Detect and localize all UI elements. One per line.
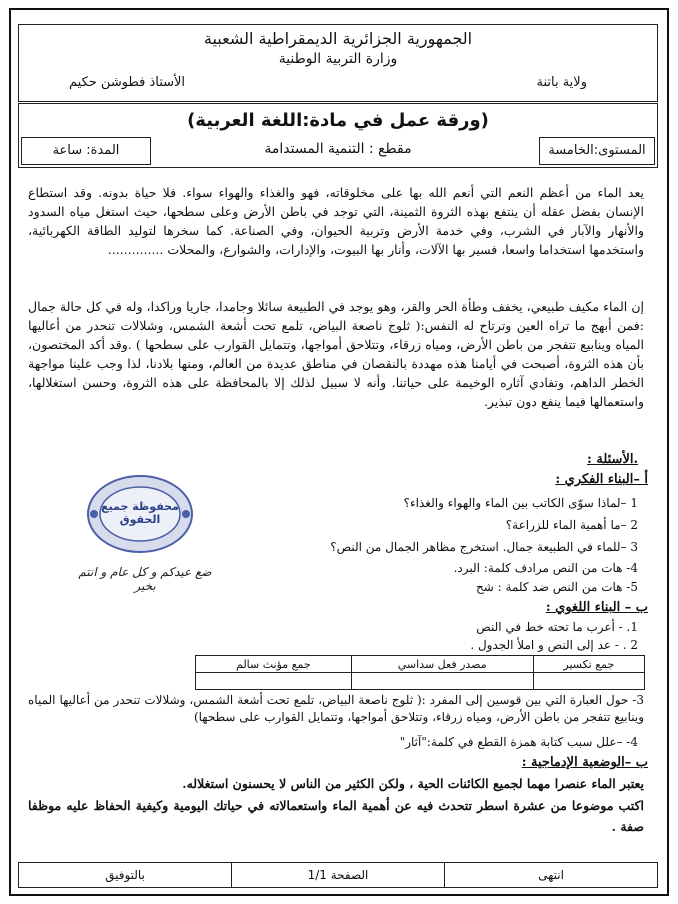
ministry-title: وزارة التربية الوطنية [278,51,398,67]
teacher-label: الأستاذ فطوشن حكيم [69,75,186,90]
footer-bar [18,862,658,888]
duration-box: المدة: ساعة [21,137,151,165]
question-a4: 4- هات من النص مرادف كلمة: البرد. [453,561,638,575]
question-a5: 5- هات من النص ضد كلمة : شح [476,580,638,594]
table-cell [196,673,352,690]
questions-heading: .الأسئلة : [587,452,638,467]
section-b-title: ب – البناء اللغوي : [545,600,648,615]
handwritten-signature: ضع عيدكم و كل عام و انتم بخير [78,565,212,593]
question-a3: 3 –للماء في الطبيعة جمال. استخرج مظاهر الجمال من النص؟ [330,540,638,554]
footer-end: انتهى [444,863,657,887]
section-a-title: أ –البناء الفكري : [555,472,648,487]
table-cell [533,673,644,690]
section-c-title: ب –الوضعية الإدماجية : [521,755,648,770]
wilaya-label: ولاية باتنة [536,75,587,90]
question-a1: 1 –لماذا سوّى الكاتب بين الماء والهواء والغذاء؟ [403,496,638,510]
unit-label: مقطع : التنمية المستدامة [264,141,412,157]
paragraph-1: يعد الماء من أعظم النعم التي أنعم الله بها على مخلوقاته، فهو والغذاء والهواء سواء. فلا حياة بدونه. وقد استطاع الإنسان بفضل عقله أن ينتفع بهذه الثروة الثمينة، التي توجد في باطن الأرض وعلى سطحها، حيث استغل مياه السدود والأنهار والآبار في الشرب، وفي خدمة الأرض وتربية الحيوان، وفي الصناعة. كما سخرها لتوليد الطاقة الكهربائية، واستخدمها استخداما واسعا، فسير بها الآلات، وأنار بها البيوت، والإدارات، والشوارع، والمحلات .............. [28,185,644,257]
republic-title: الجمهورية الجزائرية الديمقراطية الشعبية [203,29,473,48]
question-b4: 4- –علل سبب كتابة همزة القطع في كلمة:"آثار" [399,735,638,749]
question-a2: 2 –ما أهمية الماء للزراعة؟ [505,518,638,532]
writing-task: اكتب موضوعا من عشرة اسطر تتحدث فيه عن أهمية الماء واستعمالاته في حياتك اليومية وكيفية الحفاظ عليه موظفا صفة . [28,798,644,834]
table-cell [351,673,533,690]
situation-text: يعتبر الماء عنصرا مهما لجميع الكائنات الحية ، ولكن الكثير من الناس لا يحسنون استغلاله. [182,776,644,791]
question-b3: 3- حول العبارة التي بين قوسين إلى المفرد :( ثلوج ناصعة البياض، تلمع تحت أشعة الشمس، وشلالات تنحدر من أعاليها المياه وينابيع تتفجر من باطن الأرض، ومياه زرقاء، وتتلاحق أمواجها، وتتمايل القوارب على سطحها) [28,693,644,724]
footer-page: الصفحة 1/1 [231,863,444,887]
table-header: جمع تكسير [533,656,644,673]
footer-luck: بالتوفيق [105,868,145,882]
header-box [18,24,658,102]
question-b1: 1. - أعرب ما تحته خط في النص [476,620,638,634]
table-header: جمع مؤنث سالم [196,656,352,673]
stamp-text: محفوظة جميع الحقوق [101,500,179,526]
worksheet-title: (ورقة عمل في مادة:اللغة العربية) [187,110,489,131]
table-header: مصدر فعل سداسي [351,656,533,673]
grammar-table [195,655,645,690]
paragraph-2: إن الماء مكيف طبيعي، يخفف وطأة الحر والقر، وهو يوجد في الطبيعة سائلا وجامدا، جاريا وراكدا، وله في كل حالة جمال :فمن أبهج ما تراه العين وترتاح له النفس:( ثلوج ناصعة البياض، تلمع تحت أشعة الشمس، وشلالات تنحدر من أعاليها المياه وينابيع تتفجر من باطن الأرض، ومياه زرقاء، وتتلاحق أمواجها، وتتمايل القوارب على سطحها ) .وقد أكد المختصون، بأن هذه الثروة، أصبحت في أيامنا هذه مهددة بالنقصان في مناطق عديدة من العالم، ومنها بلادنا، لذا وجب علينا مواجهة الخطر الداهم، وتفادي آثاره الوخيمة على حياتنا. وأنه لا سبيل لذلك إلا بالمحافظة على هذه الثروة، وحسن استغلالها، واستعمالها فيما ينفع دون تبذير. [28,299,644,409]
question-b2: 2 . - عد إلى النص و املأ الجدول . [470,638,638,652]
level-box: المستوى:الخامسة [539,137,655,165]
title-box [18,103,658,168]
